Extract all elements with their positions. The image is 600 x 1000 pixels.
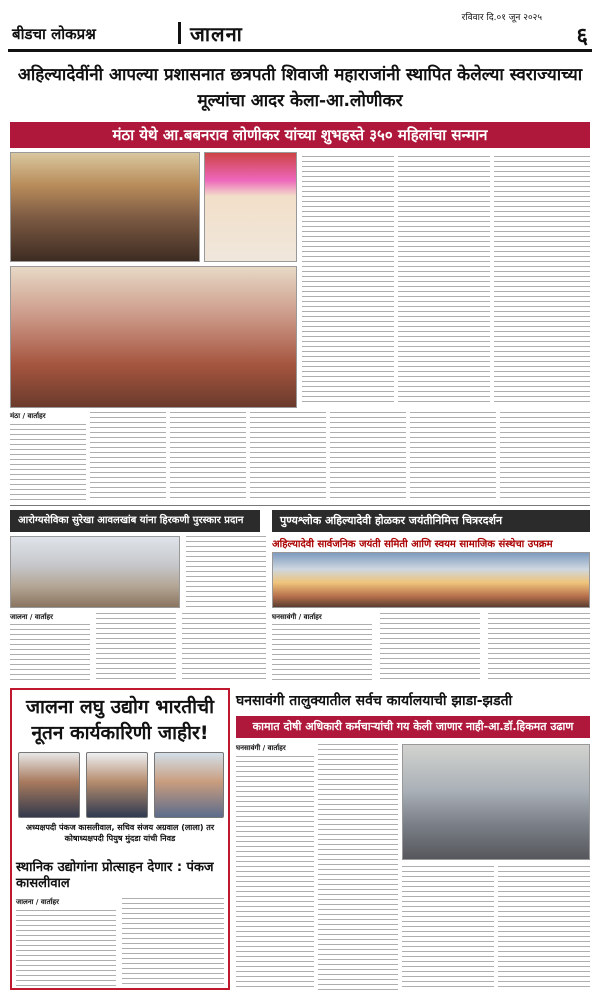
lead-text-col-9: [410, 412, 496, 500]
story2-text-col-2: [10, 624, 90, 680]
lead-text-col-2: [398, 156, 490, 406]
lead-band: मंठा येथे आ.बबनराव लोणीकर यांच्या शुभहस्ते ३५० महिलांचा सन्मान: [10, 122, 590, 148]
divider: [10, 505, 590, 506]
story2-text-col-3: [96, 613, 176, 680]
story2-text-col-4: [182, 613, 266, 680]
masthead: [8, 6, 592, 52]
story3-subtitle: अहिल्यादेवी सार्वजनिक जयंती समिती आणि स्वयम सामाजिक संस्थेचा उपक्रम: [272, 539, 553, 550]
story3-dateline: घनसावंगी / वार्ताहर: [272, 613, 322, 621]
portrait-1: [18, 752, 80, 818]
story5-text-col-3: [402, 866, 494, 990]
lead-photo-women: [10, 266, 297, 408]
story3-text-col-2: [380, 613, 480, 680]
story5-band: कामात दोषी अधिकारी कर्मचाऱ्यांची गय केली जाणार नाही-आ.डॉ.हिकमत उढाण: [236, 716, 590, 738]
story5-text-col-2: [318, 744, 398, 990]
story3-text-col-3: [488, 613, 590, 680]
story5-photo: [402, 744, 590, 860]
story2-photo: [10, 536, 180, 608]
lead-photo-crowd: [10, 152, 200, 262]
section-name: जालना: [190, 22, 243, 46]
lead-text-col-3: [494, 156, 590, 406]
story4-heading: जालना लघु उद्योग भारतीची नूतन कार्यकारिणी जाहीर!: [25, 696, 215, 744]
portrait-2: [86, 752, 148, 818]
story5-text-col-4: [498, 866, 590, 990]
story4-dateline: जालना / वार्ताहर: [16, 898, 59, 906]
lead-photo-stage: [204, 152, 297, 262]
lead-text-col-8: [330, 412, 406, 500]
lead-text-col-7: [250, 412, 326, 500]
lead-headline: अहिल्यादेवींनी आपल्या प्रशासनात छत्रपती शिवाजी महाराजांनी स्थापित केलेल्या स्वराज्याच्या मूल्यांचा आदर केला-आ.लोणीकर: [17, 65, 583, 111]
story5-heading: घनसावंगी तालुक्यातील सर्वच कार्यालयाची झाडा-झडती: [236, 693, 513, 709]
portrait-3: [154, 752, 224, 818]
story2-dateline: जालना / वार्ताहर: [10, 613, 53, 621]
story3-photo: [272, 552, 590, 608]
story4-subhead: स्थानिक उद्योगांना प्रोत्साहन देणार : पंकज कासलीवाल: [16, 860, 224, 892]
story4-caption: अध्यक्षपदी पंकज कासलीवाल, सचिव संजय अग्रवाल (लाला) तर कोषाध्यक्षपदी पियुष मुंदडा यांची निवड: [25, 823, 215, 843]
lead-text-col-1: [302, 156, 394, 406]
lead-text-col-10: [500, 412, 590, 500]
story2-title: आरोग्यसेविका सुरेखा आवलखांब यांना हिरकणी पुरस्कार प्रदान: [10, 510, 260, 532]
story2-text-col-1: [186, 536, 266, 608]
page-number: ६: [576, 24, 588, 49]
story5-text-col-1: [236, 756, 314, 990]
issue-date: रविवार दि.०१ जून २०२५: [461, 13, 542, 23]
story4-text-col-1: [16, 910, 116, 986]
newspaper-name: बीडचा लोकप्रश्न: [12, 25, 96, 43]
lead-dateline: मंठा / वार्ताहर: [10, 412, 46, 420]
story3-title: पुण्यश्लोक अहिल्यादेवी होळकर जयंतीनिमित्त चित्ररदर्शन: [272, 510, 590, 532]
lead-text-col-4: [10, 424, 86, 500]
lead-text-col-6: [170, 412, 246, 500]
story3-text-col-1: [272, 624, 372, 680]
lead-text-col-5: [90, 412, 166, 500]
masthead-divider: [178, 22, 181, 44]
story4-text-col-2: [122, 898, 224, 986]
story5-dateline: घनसावंगी / वार्ताहर: [236, 744, 286, 752]
